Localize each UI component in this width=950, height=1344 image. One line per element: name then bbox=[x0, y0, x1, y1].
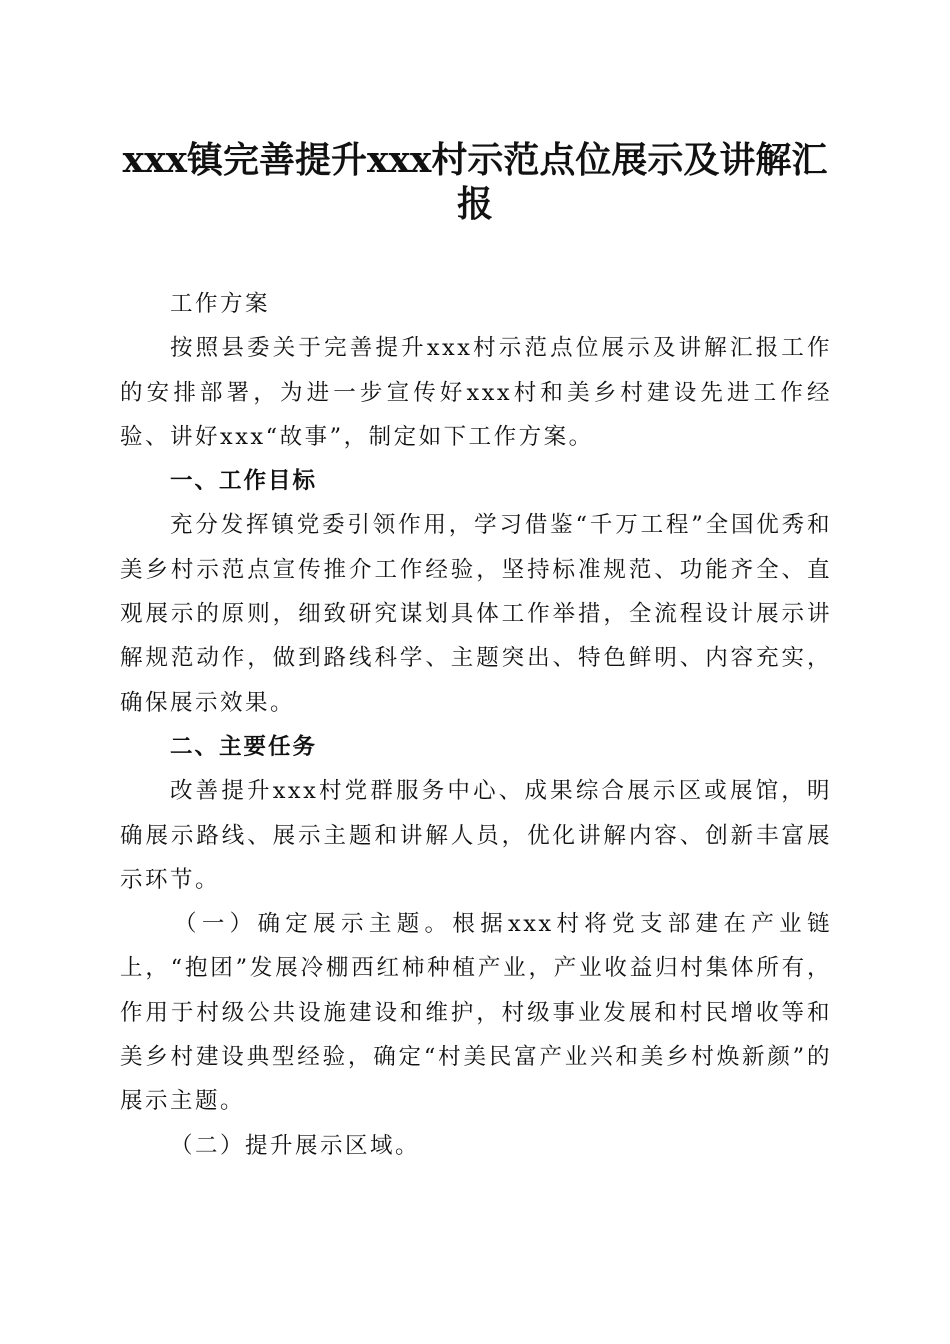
document-title bbox=[110, 138, 840, 226]
title-line-2: 报 bbox=[456, 183, 493, 225]
section-heading-tasks: 二、主要任务 bbox=[170, 733, 318, 760]
document-body bbox=[120, 282, 832, 1168]
paragraph-doc-type: 工作方案 bbox=[170, 291, 271, 317]
section-heading-goals: 一、工作目标 bbox=[170, 468, 318, 495]
paragraph-task-2: （二）提升展示区域。 bbox=[170, 1132, 421, 1159]
paragraph-intro: 按照县委关于完善提升xxx村示范点位展示及讲解汇报工作的安排部署，为进一步宣传好xxx村和美乡村建设先进工作经验、讲好xxx“故事”，制定如下工作方案。 bbox=[120, 335, 832, 450]
paragraph-task-1: （一）确定展示主题。根据xxx村将党支部建在产业链上，“抱团”发展冷棚西红柿种植产业，产业收益归村集体所有，作用于村级公共设施建设和维护，村级事业发展和村民增收等和美乡村建设典型经验，确定“村美民富产业兴和美乡村焕新颜”的展示主题。 bbox=[120, 911, 832, 1115]
title-line-1: xxx镇完善提升xxx村示范点位展示及讲解汇 bbox=[122, 139, 828, 181]
paragraph-goals: 充分发挥镇党委引领作用，学习借鉴“千万工程”全国优秀和美乡村示范点宣传推介工作经验，坚持标准规范、功能齐全、直观展示的原则，细致研究谋划具体工作举措，全流程设计展示讲解规范动作，做到路线科学、主题突出、特色鲜明、内容充实，确保展示效果。 bbox=[120, 512, 832, 716]
paragraph-tasks: 改善提升xxx村党群服务中心、成果综合展示区或展馆，明确展示路线、展示主题和讲解人员，优化讲解内容、创新丰富展示环节。 bbox=[120, 778, 832, 893]
